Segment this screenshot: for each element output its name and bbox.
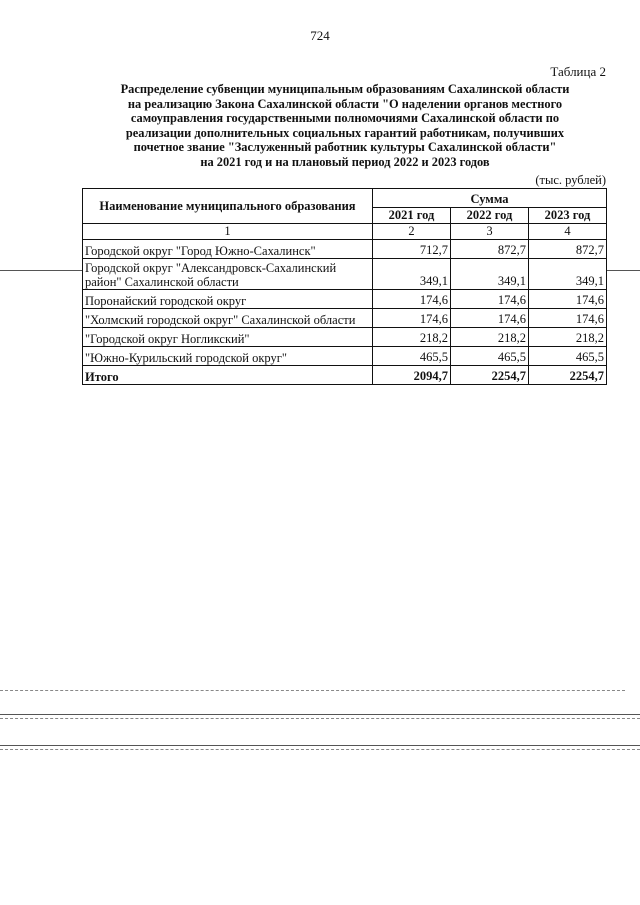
value-2022: 465,5 [451,347,529,366]
total-2023: 2254,7 [529,366,607,385]
page-number: 724 [310,28,330,43]
scan-artifact-line [607,270,640,271]
value-2021: 465,5 [373,347,451,366]
column-index: 3 [451,224,529,240]
column-index: 4 [529,224,607,240]
value-2022: 218,2 [451,328,529,347]
total-label: Итого [83,366,373,385]
header-year-2023: 2023 год [529,208,607,224]
table-row [83,290,607,309]
table-row [83,347,607,366]
value-2022: 174,6 [451,290,529,309]
name-line: Городской округ "Александровск-Сахалинский [85,261,337,275]
scan-artifact-line [0,749,640,751]
value-2022: 872,7 [451,240,529,259]
subvention-table [82,188,607,385]
municipality-name: Поронайский городской округ [83,290,373,309]
municipality-name: "Южно-Курильский городской округ" [83,347,373,366]
value-2023: 218,2 [529,328,607,347]
scan-artifact-line [0,690,625,692]
total-2021: 2094,7 [373,366,451,385]
municipality-name: "Холмский городской округ" Сахалинской области [83,309,373,328]
total-2022: 2254,7 [451,366,529,385]
column-index: 2 [373,224,451,240]
title-line: на 2021 год и на плановый период 2022 и 2023 годов [200,154,490,169]
header-sum: Сумма [373,189,607,208]
column-index-row [83,224,607,240]
title-line: почетное звание "Заслуженный работник культуры Сахалинской области" [133,140,557,155]
scan-artifact-line [0,714,640,715]
table-row [83,240,607,259]
total-row [83,366,607,385]
name-line: район" Сахалинской области [85,275,239,289]
header-year-2022: 2022 год [451,208,529,224]
document-title [90,82,600,170]
header-municipality: Наименование муниципального образования [83,189,373,224]
value-2021: 712,7 [373,240,451,259]
value-2023: 174,6 [529,309,607,328]
value-2023: 174,6 [529,290,607,309]
value-2021: 349,1 [373,259,451,290]
municipality-name [83,259,373,290]
header-year-2021: 2021 год [373,208,451,224]
value-2022: 174,6 [451,309,529,328]
value-2021: 174,6 [373,290,451,309]
scan-artifact-line [0,270,82,271]
title-line: реализации дополнительных социальных гарантий работникам, получивших [125,125,565,140]
municipality-name: Городской округ "Город Южно-Сахалинск" [83,240,373,259]
unit-note: (тыс. рублей) [535,173,606,187]
table-row [83,328,607,347]
table-row [83,309,607,328]
value-2023: 465,5 [529,347,607,366]
municipality-name: "Городской округ Ногликский" [83,328,373,347]
table-label: Таблица 2 [550,64,606,79]
value-2021: 174,6 [373,309,451,328]
value-2021: 218,2 [373,328,451,347]
value-2022: 349,1 [451,259,529,290]
title-line: Распределение субвенции муниципальным образованиям Сахалинской области [120,82,570,96]
table-row [83,259,607,290]
column-index: 1 [83,224,373,240]
title-line: на реализацию Закона Сахалинской области "О наделении органов местного [127,96,563,111]
value-2023: 349,1 [529,259,607,290]
value-2023: 872,7 [529,240,607,259]
scan-artifact-line [0,718,640,720]
title-line: самоуправления государственными полномочиями Сахалинской области по [130,111,560,126]
scan-artifact-line [0,745,640,746]
